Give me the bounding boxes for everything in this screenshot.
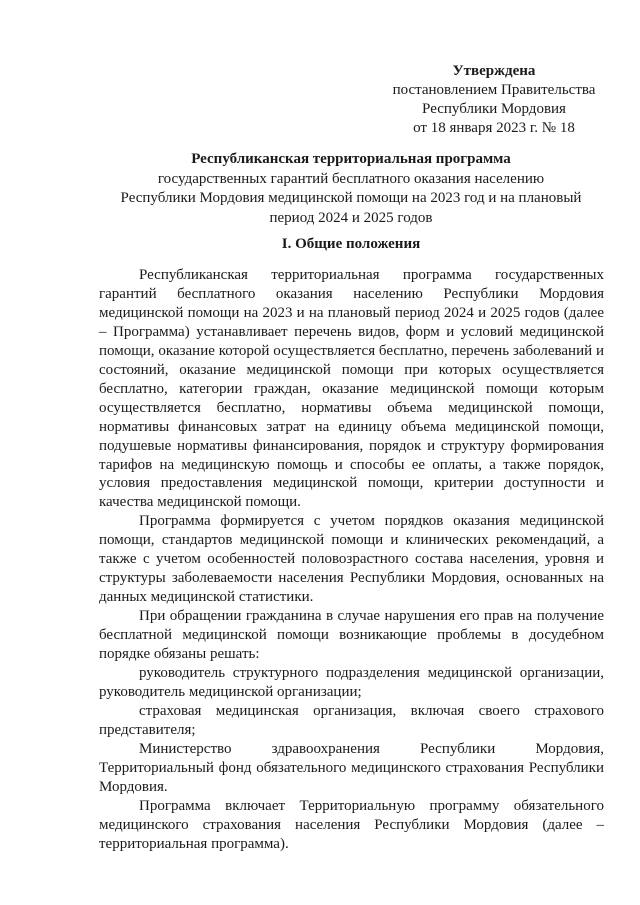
document-title [96, 150, 606, 228]
approval-issuer: постановлением Правительства [392, 82, 596, 98]
paragraph: Министерство здравоохранения Республики Мордовия, Территориальный фонд обязательного медицинского страхования Республики Мордовия. [99, 740, 604, 795]
paragraph: Республиканская территориальная программа государственных гарантий бесплатного оказания населению Республики Мордовия медицинской помощи на 2023 и на плановый период 2024 и 2025 годов (далее – Программа) устанавливает перечень видов, форм и условий медицинской помощи, оказание которой осуществляется бесплатно, перечень заболеваний и состояний, оказание медицинской помощи при которых осуществляется бесплатно, категории граждан, оказание медицинской помощи которым осуществляется бесплатно, нормативы объема медицинской помощи, нормативы финансовых затрат на единицу объема медицинской помощи, подушевые нормативы финансирования, порядок и структуру формирования тарифов на медицинскую помощь и способы ее оплаты, а также порядок, условия предоставления медицинской помощи, критерии доступности и качества медицинской помощи. [99, 267, 604, 511]
scan-edge-mark [630, 60, 638, 140]
paragraph: руководитель структурного подразделения медицинской организации, руководитель медицинской организации; [99, 665, 604, 700]
title-line-3: Республики Мордовия медицинской помощи на 2023 год и на плановый [120, 190, 582, 206]
section-heading: I. Общие положения [281, 236, 421, 252]
paragraph: Программа формируется с учетом порядков оказания медицинской помощи, стандартов медицинской помощи и клинических рекомендаций, а также с учетом особенностей половозрастного состава населения, уровня и структуры заболеваемости населения Республики Мордовия, основанных на данных медицинской статистики. [99, 513, 604, 606]
title-line-2: государственных гарантий бесплатного оказания населению [157, 170, 545, 187]
approval-stamp [384, 62, 604, 138]
approval-label: Утверждена [452, 63, 536, 79]
approval-issuer-region: Республики Мордовия [422, 101, 566, 117]
title-line-4: период 2024 и 2025 годов [269, 209, 433, 226]
paragraph: страховая медицинская организация, включая своего страхового представителя; [99, 702, 604, 738]
paragraph: При обращении гражданина в случае нарушения его прав на получение бесплатной медицинской помощи возникающие проблемы в досудебном порядке обязаны решать: [99, 608, 604, 663]
approval-date-number: от 18 января 2023 г. № 18 [413, 120, 575, 136]
title-line-1: Республиканская территориальная программа [191, 151, 511, 167]
paragraph: Программа включает Территориальную программу обязательного медицинского страхования населения Республики Мордовия (далее – территориальная программа). [99, 797, 604, 852]
document-body [99, 266, 604, 854]
